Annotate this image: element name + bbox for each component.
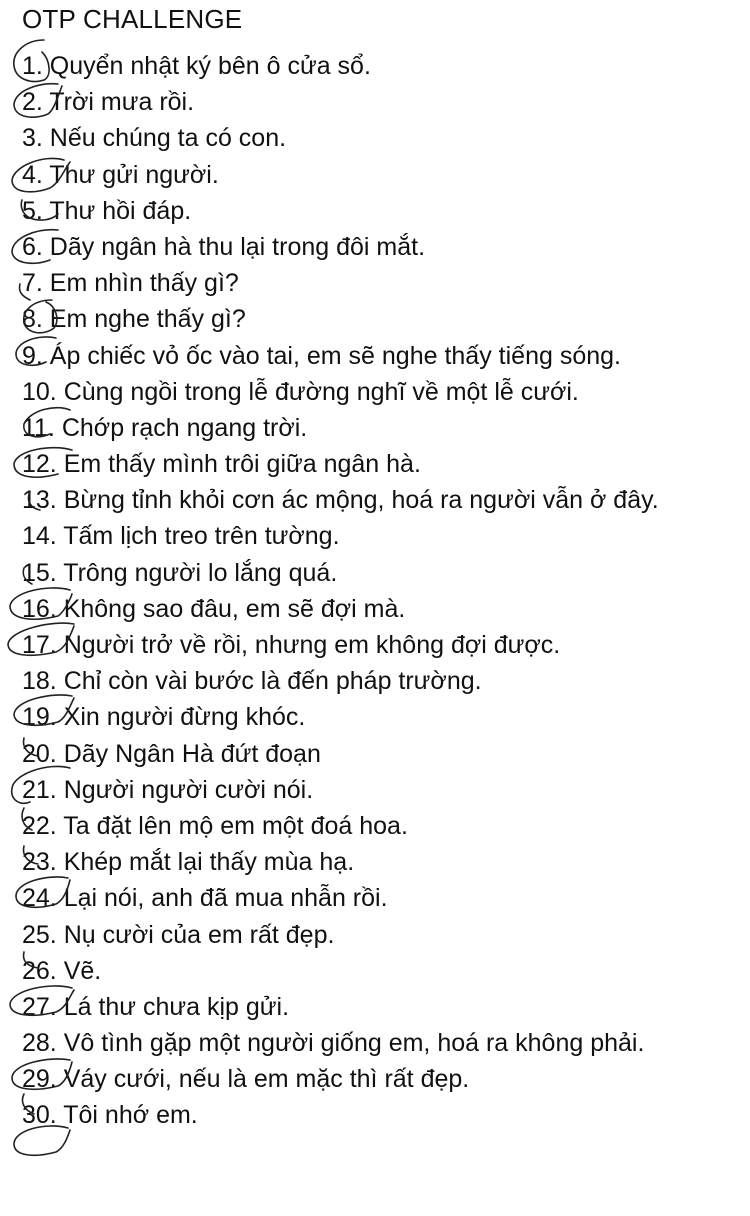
list-item: 30. Tôi nhớ em.: [22, 1101, 198, 1130]
list-item: 4. Thư gửi người.: [22, 160, 219, 189]
list-item: 29. Váy cưới, nếu là em mặc thì rất đẹp.: [22, 1065, 470, 1094]
list-item: 12. Em thấy mình trôi giữa ngân hà.: [22, 450, 421, 479]
list-item: 17. Người trở về rồi, nhưng em không đợi được.: [22, 631, 561, 660]
list-item: 26. Vẽ.: [22, 956, 102, 985]
list-item: 16. Không sao đâu, em sẽ đợi mà.: [22, 594, 406, 623]
list-item: 14. Tấm lịch treo trên tường.: [22, 522, 340, 551]
list-item: 5. Thư hồi đáp.: [22, 196, 192, 225]
list-item: 22. Ta đặt lên mộ em một đoá hoa.: [22, 812, 408, 841]
challenge-list: [22, 48, 727, 1134]
list-item: 25. Nụ cười của em rất đẹp.: [22, 920, 335, 949]
list-item: 6. Dãy ngân hà thu lại trong đôi mắt.: [22, 233, 426, 262]
list-item: 27. Lá thư chưa kịp gửi.: [22, 993, 290, 1022]
list-item: 21. Người người cười nói.: [22, 775, 314, 804]
list-item: 28. Vô tình gặp một người giống em, hoá ra không phải.: [22, 1029, 645, 1058]
list-item: 8. Em nghe thấy gì?: [22, 305, 246, 334]
list-item: 7. Em nhìn thấy gì?: [22, 269, 239, 298]
list-item: 24. Lại nói, anh đã mua nhẫn rồi.: [22, 884, 388, 913]
page-title: OTP CHALLENGE: [22, 4, 243, 34]
list-item: 19. Xin người đừng khóc.: [22, 703, 306, 732]
list-item: 23. Khép mắt lại thấy mùa hạ.: [22, 848, 355, 877]
list-item: 1. Quyển nhật ký bên ô cửa sổ.: [22, 52, 371, 80]
list-item: 11. Chớp rạch ngang trời.: [22, 414, 308, 443]
list-item: 18. Chỉ còn vài bước là đến pháp trường.: [22, 667, 482, 696]
list-item: 3. Nếu chúng ta có con.: [22, 124, 287, 153]
list-item: 2. Trời mưa rồi.: [22, 88, 195, 117]
list-item: 10. Cùng ngồi trong lễ đường nghĩ về một lễ cưới.: [22, 377, 579, 406]
list-item: 13. Bừng tỉnh khỏi cơn ác mộng, hoá ra người vẫn ở đây.: [22, 486, 659, 515]
list-item: 15. Trông người lo lắng quá.: [22, 558, 338, 587]
list-item: 20. Dãy Ngân Hà đứt đoạn: [22, 739, 321, 768]
list-item: 9. Áp chiếc vỏ ốc vào tai, em sẽ nghe thấy tiếng sóng.: [22, 341, 621, 370]
